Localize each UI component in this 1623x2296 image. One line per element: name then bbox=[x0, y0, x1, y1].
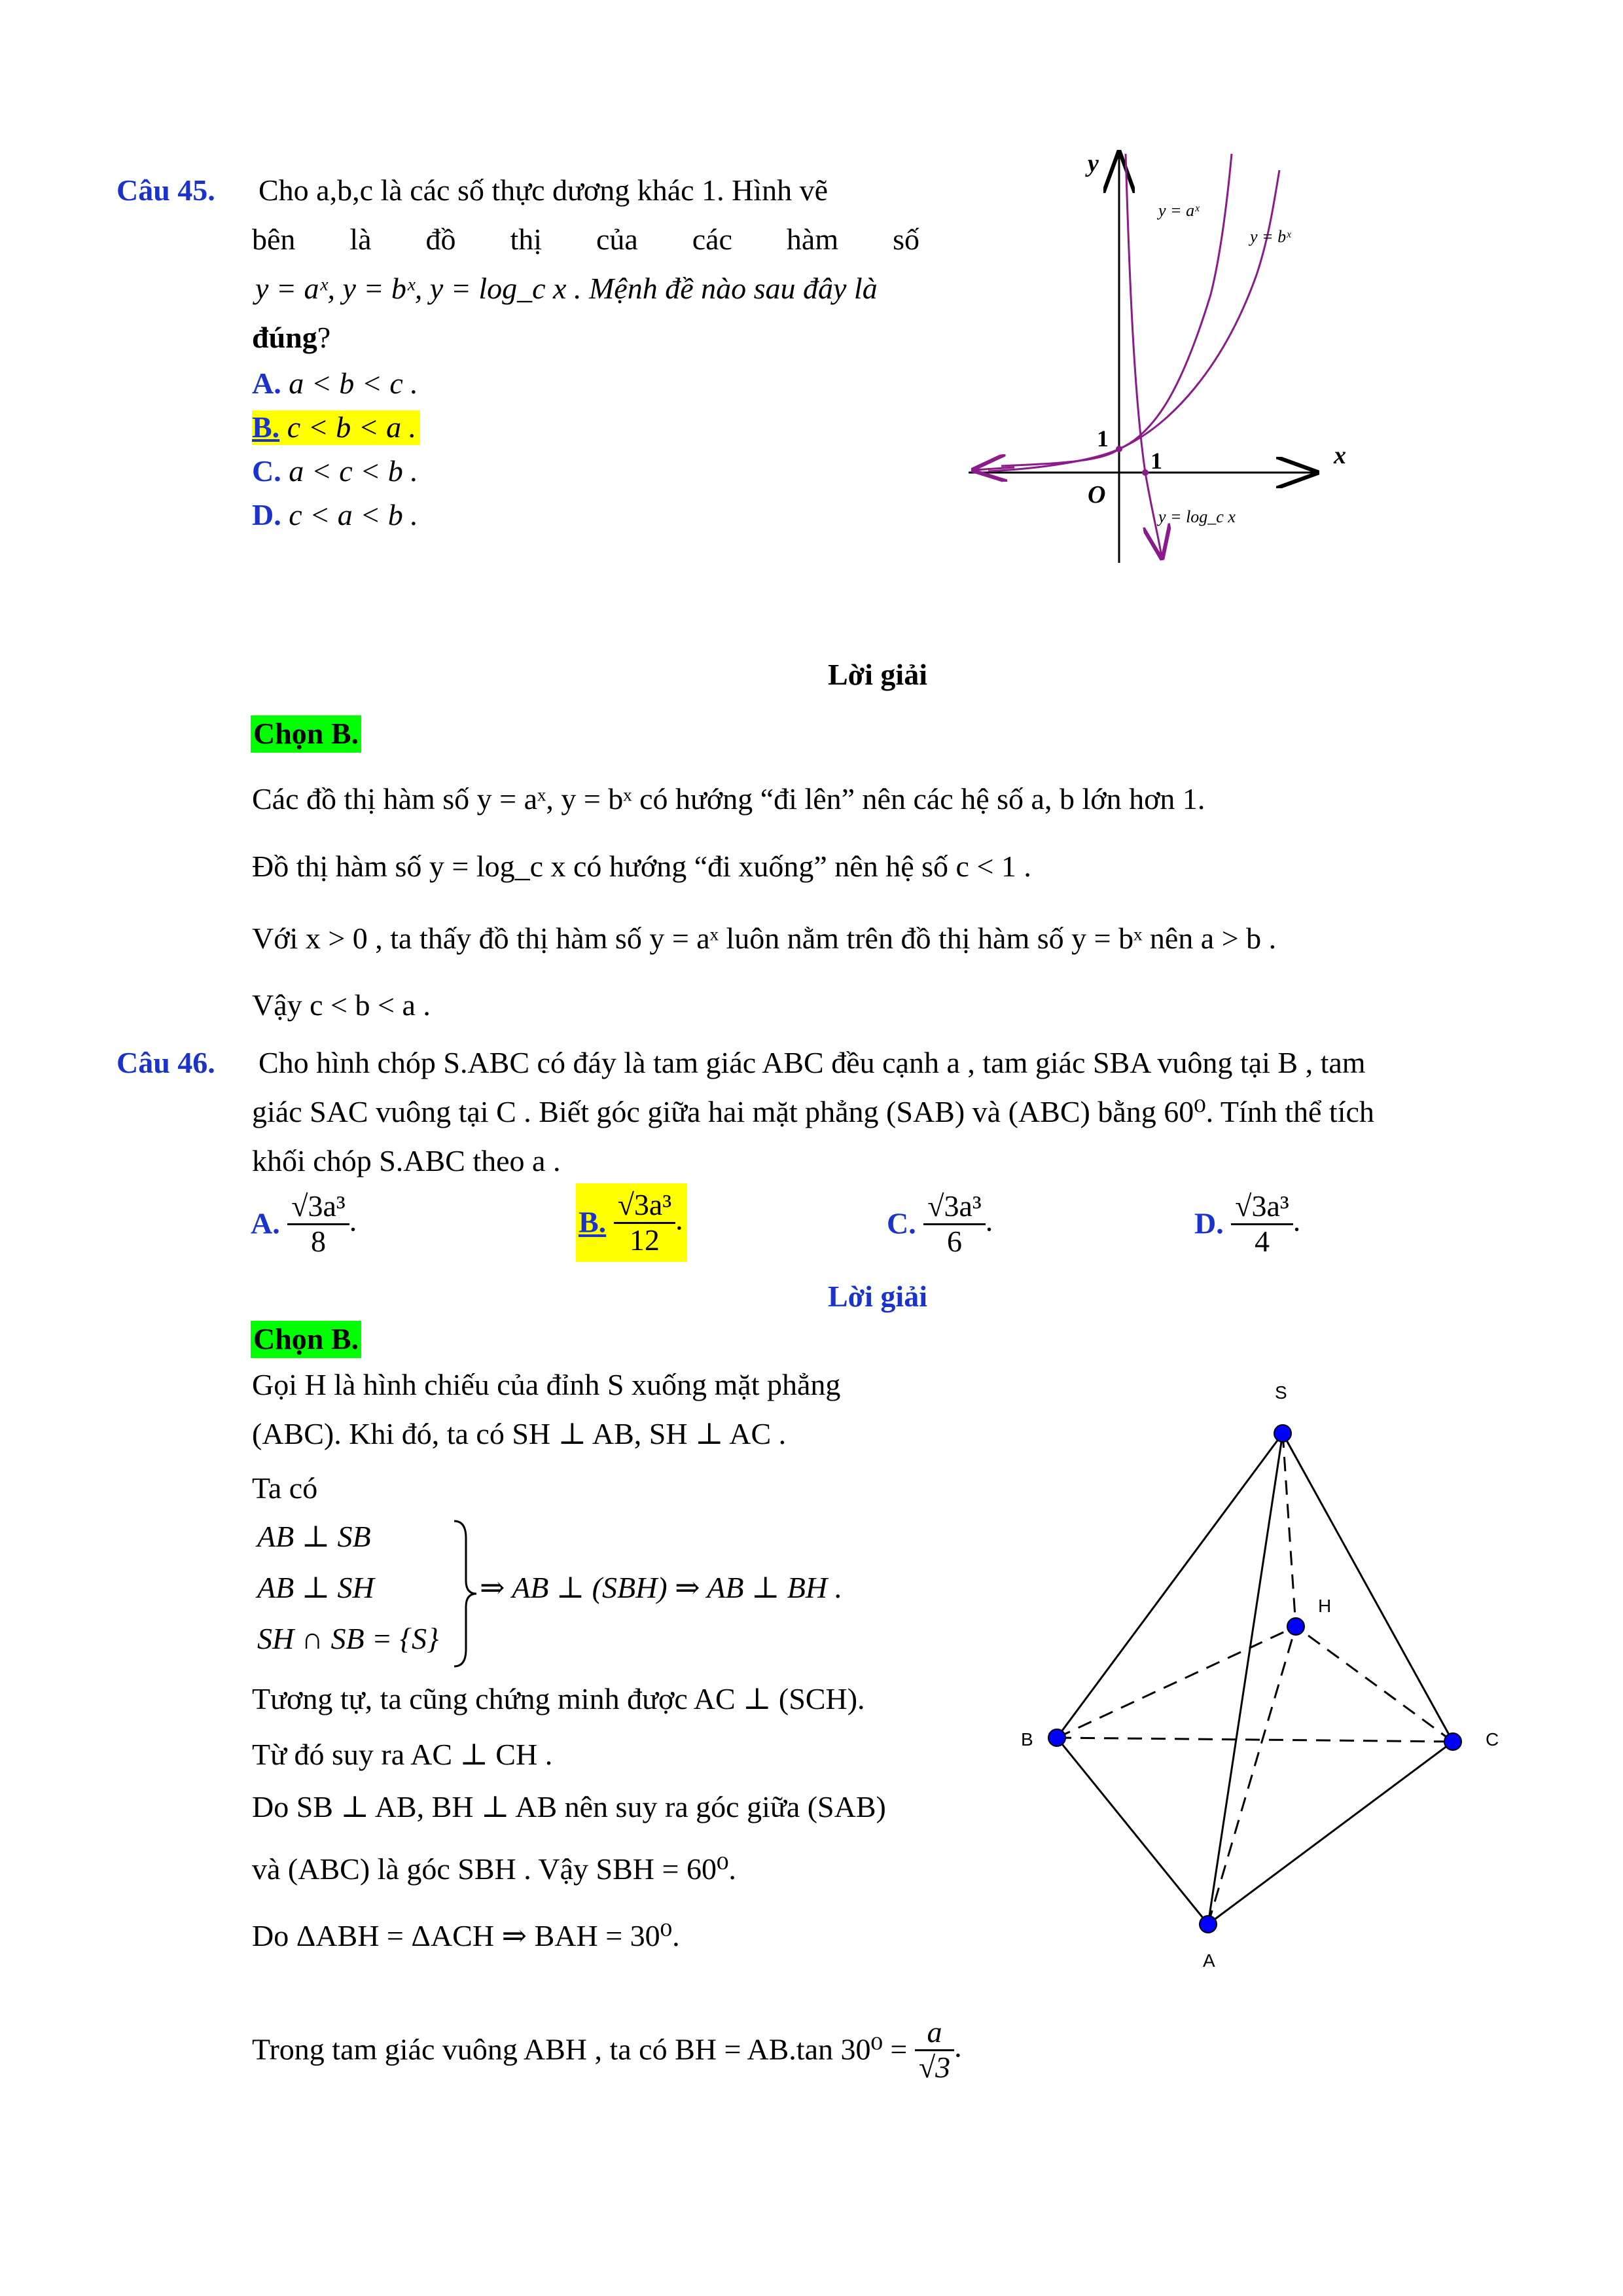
q45-label: Câu 45. bbox=[116, 173, 215, 207]
label-h: H bbox=[1318, 1596, 1332, 1616]
q45-line4 bbox=[252, 321, 330, 355]
sol46-l9 bbox=[252, 2016, 962, 2084]
option-letter: A. bbox=[252, 367, 281, 400]
q45-option-c[interactable] bbox=[252, 454, 418, 489]
vertex-s bbox=[1274, 1425, 1291, 1442]
sol46-title: Lời giải bbox=[828, 1280, 927, 1313]
sol46-l5: Từ đó suy ra AC ⊥ CH . bbox=[252, 1738, 553, 1771]
curve-b bbox=[988, 170, 1279, 471]
punct: . bbox=[954, 2030, 962, 2064]
curve-log bbox=[1126, 154, 1162, 556]
bold-word: đúng bbox=[252, 321, 317, 354]
word: bên bbox=[252, 223, 296, 256]
sol46-choose: Chọn B. bbox=[251, 1321, 361, 1358]
sol46-l4: Tương tự, ta cũng chứng minh được AC ⊥ (SCH). bbox=[252, 1682, 865, 1715]
curve-b-label: y = bˣ bbox=[1250, 227, 1291, 246]
word: các bbox=[692, 223, 732, 256]
text: Trong tam giác vuông ABH , ta có BH = AB.tan 30⁰ = bbox=[252, 2032, 908, 2066]
sol46-l1: Gọi H là hình chiếu của đỉnh S xuống mặt phẳng bbox=[252, 1368, 841, 1401]
option-text: a < b < c . bbox=[289, 367, 418, 400]
sol46-l2: (ABC). Khi đó, ta có SH ⊥ AB, SH ⊥ AC . bbox=[252, 1417, 787, 1450]
word: số bbox=[893, 223, 919, 256]
punct: . bbox=[985, 1204, 993, 1238]
sol45-title: Lời giải bbox=[828, 658, 927, 691]
q46-option-d[interactable] bbox=[1194, 1190, 1300, 1258]
right-brace bbox=[452, 1518, 478, 1669]
sol45-p2: Đồ thị hàm số y = log_c x có hướng “đi xuống” nên hệ số c < 1 . bbox=[252, 850, 1031, 883]
sol46-l7: và (ABC) là góc SBH . Vậy SBH = 60⁰. bbox=[252, 1852, 736, 1886]
option-text: c < a < b . bbox=[289, 498, 418, 531]
option-text: c < b < a . bbox=[287, 410, 417, 444]
vertex-c bbox=[1444, 1733, 1461, 1750]
y-axis-label: y bbox=[1088, 150, 1099, 177]
vertex-a bbox=[1200, 1916, 1217, 1933]
q46-option-b[interactable] bbox=[576, 1183, 687, 1262]
q46-option-a[interactable] bbox=[251, 1190, 357, 1258]
q45-line1: Cho a,b,c là các số thực dương khác 1. Hình vẽ bbox=[259, 173, 829, 207]
option-letter: D. bbox=[1194, 1206, 1224, 1240]
origin-label: O bbox=[1088, 481, 1106, 509]
sol46-l3: Ta có bbox=[252, 1471, 318, 1505]
option-letter: C. bbox=[887, 1206, 916, 1240]
label-s: S bbox=[1275, 1382, 1287, 1403]
option-fraction: $\frac{\text{√3a³}}{8}$ bbox=[287, 1190, 349, 1258]
punct: . bbox=[1293, 1204, 1301, 1238]
fraction: $\frac{a}{√3}$ bbox=[915, 2016, 954, 2084]
option-letter: C. bbox=[252, 454, 281, 488]
word: đồ bbox=[425, 223, 456, 256]
q45-option-b[interactable] bbox=[252, 410, 420, 445]
sol45-p3: Với x > 0 , ta thấy đồ thị hàm số y = aˣ luôn nằm trên đồ thị hàm số y = bˣ nên a > b . bbox=[252, 922, 1277, 955]
option-letter: D. bbox=[252, 498, 281, 531]
q45-option-a[interactable] bbox=[252, 367, 418, 401]
word: thị bbox=[510, 223, 542, 256]
pyramid-figure bbox=[1001, 1371, 1525, 1973]
label-c: C bbox=[1486, 1729, 1499, 1749]
vertex-b bbox=[1048, 1729, 1065, 1746]
sys-line-3: SH ∩ SB = {S} bbox=[257, 1622, 439, 1655]
option-fraction: $\frac{\text{√3a³}}{12}$ bbox=[614, 1189, 675, 1257]
curve-log-label: y = log_c x bbox=[1158, 507, 1236, 526]
sol45-choose: Chọn B. bbox=[251, 715, 361, 753]
option-fraction: $\frac{\text{√3a³}}{4}$ bbox=[1231, 1190, 1293, 1258]
word: của bbox=[596, 223, 638, 256]
sol46-l6: Do SB ⊥ AB, BH ⊥ AB nên suy ra góc giữa (SAB) bbox=[252, 1790, 886, 1823]
sys-line-1: AB ⊥ SB bbox=[257, 1520, 371, 1553]
q45-option-d[interactable] bbox=[252, 498, 418, 533]
option-text: a < c < b . bbox=[289, 454, 418, 488]
sys-line-2: AB ⊥ SH bbox=[257, 1571, 374, 1604]
sys-result: ⇒ AB ⊥ (SBH) ⇒ AB ⊥ BH . bbox=[480, 1571, 843, 1604]
exponential-graph bbox=[962, 144, 1368, 576]
option-letter: B. bbox=[252, 410, 280, 444]
q46-option-c[interactable] bbox=[887, 1190, 993, 1258]
punct: ? bbox=[317, 321, 331, 354]
curve-a-label: y = aˣ bbox=[1158, 201, 1200, 220]
sol45-p1: Các đồ thị hàm số y = aˣ, y = bˣ có hướng “đi lên” nên các hệ số a, b lớn hơn 1. bbox=[252, 782, 1205, 816]
q46-line3: khối chóp S.ABC theo a . bbox=[252, 1144, 561, 1177]
label-b: B bbox=[1021, 1729, 1033, 1749]
option-letter: A. bbox=[251, 1206, 280, 1240]
q46-line2: giác SAC vuông tại C . Biết góc giữa hai mặt phẳng (SAB) và (ABC) bằng 60⁰. Tính thể tích bbox=[252, 1095, 1374, 1128]
punct: . bbox=[349, 1204, 357, 1238]
x-axis-label: x bbox=[1334, 442, 1346, 469]
label-a: A bbox=[1203, 1950, 1215, 1971]
q45-line3: y = aˣ, y = bˣ, y = log_c x . Mệnh đề nào sau đây là bbox=[255, 272, 878, 305]
punct: . bbox=[675, 1202, 683, 1236]
sol46-l8: Do ΔABH = ΔACH ⇒ BAH = 30⁰. bbox=[252, 1919, 680, 1952]
q45-line2 bbox=[252, 223, 919, 257]
option-letter: B. bbox=[579, 1205, 607, 1239]
word: hàm bbox=[786, 223, 839, 256]
option-fraction: $\frac{\text{√3a³}}{6}$ bbox=[923, 1190, 985, 1258]
q46-line1: Cho hình chóp S.ABC có đáy là tam giác ABC đều cạnh a , tam giác SBA vuông tại B , tam bbox=[259, 1046, 1366, 1079]
sol45-p4: Vậy c < b < a . bbox=[252, 988, 431, 1022]
one-y-label: 1 bbox=[1097, 425, 1109, 452]
vertex-h bbox=[1287, 1618, 1304, 1635]
q46-label: Câu 46. bbox=[116, 1046, 215, 1079]
word: là bbox=[349, 223, 372, 256]
one-x-label: 1 bbox=[1150, 448, 1162, 474]
